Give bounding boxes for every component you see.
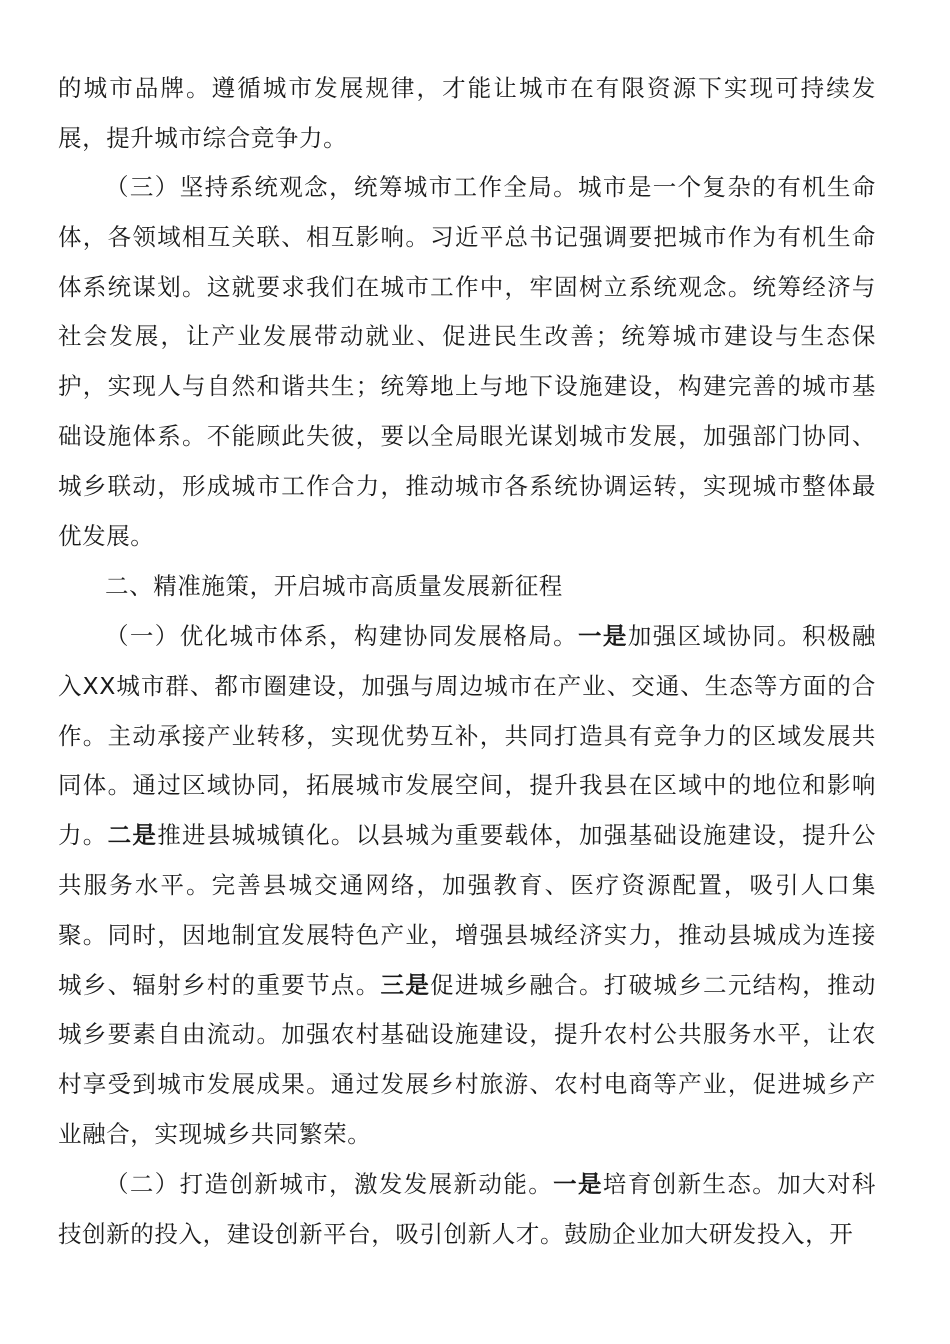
paragraph-subsection-1 — [58, 612, 876, 1160]
keyword-first: 一是 — [553, 1170, 603, 1198]
point-third-text: 促进城乡融合。打破城乡二元结构，推动城乡要素自由流动。加强农村基础设施建设，提升农村公共服务水平，让农村享受到城市发展成果。通过发展乡村旅游、农村电商等产业，促进城乡产业融合，实现城乡共同繁荣。 — [58, 970, 876, 1148]
subsection-lead: （一）优化城市体系，构建协同发展格局。 — [105, 622, 579, 650]
point-second-text: 推进县城城镇化。以县城为重要载体，加强基础设施建设，提升公共服务水平。完善县城交通网络，加强教育、医疗资源配置，吸引人口集聚。同时，因地制宜发展特色产业，增强县城经济实力，推动县城成为连接城乡、辐射乡村的重要节点。 — [58, 821, 877, 999]
point-first-text: 培育创新生态。加大对科技创新的投入，建设创新平台，吸引创新人才。鼓励企业加大研发投入，开 — [58, 1170, 876, 1248]
paragraph-section-3: （三）坚持系统观念，统筹城市工作全局。城市是一个复杂的有机生命体，各领域相互关联、相互影响。习近平总书记强调要把城市作为有机生命体系统谋划。这就要求我们在城市工作中，牢固树立系统观念。统筹经济与社会发展，让产业发展带动就业、促进民生改善；统筹城市建设与生态保护，实现人与自然和谐共生；统筹地上与地下设施建设，构建完善的城市基础设施体系。不能顾此失彼，要以全局眼光谋划城市发展，加强部门协同、城乡联动，形成城市工作合力，推动城市各系统协调运转，实现城市整体最优发展。 — [58, 173, 876, 550]
paragraph-subsection-2 — [58, 1160, 876, 1260]
subsection-lead: （二）打造创新城市，激发发展新动能。 — [105, 1170, 554, 1198]
paragraph-continuation: 的城市品牌。遵循城市发展规律，才能让城市在有限资源下实现可持续发展，提升城市综合竞争力。 — [58, 74, 876, 152]
keyword-first: 一是 — [578, 622, 628, 650]
section-heading-2: 二、精准施策，开启城市高质量发展新征程 — [105, 572, 563, 600]
keyword-second: 二是 — [107, 821, 158, 850]
point-first-text: 加强区域协同。积极融入XX城市群、都市圈建设，加强与周边城市在产业、交通、生态等方面的合作。主动承接产业转移，实现优势互补，共同打造具有竞争力的区域发展共同体。通过区域协同，拓展城市发展空间，提升我县在区域中的地位和影响力。 — [58, 622, 876, 850]
keyword-third: 三是 — [380, 970, 431, 999]
